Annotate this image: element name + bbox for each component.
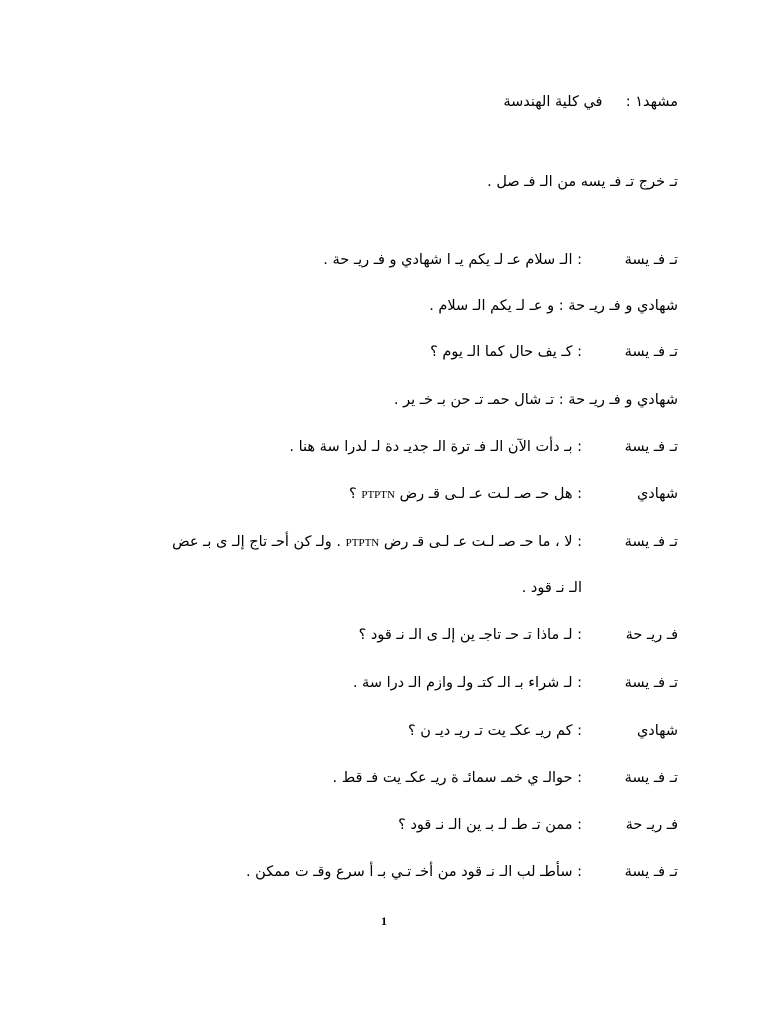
dialogue-line	[323, 250, 678, 270]
line-text: : كـ يف حال كما الـ يوم ؟	[430, 344, 582, 360]
line-text: : حوالـ ي خمـ سمائـ ة ريـ عكـ يت فـ قط .	[332, 770, 582, 786]
dialogue-line	[353, 673, 678, 693]
dialogue-line	[429, 296, 678, 316]
speaker-name: تـ فـ يسة	[624, 675, 678, 691]
scene-title: في كلية الهندسة	[503, 94, 603, 110]
line-text: : لـ شراء بـ الـ كتـ ولـ وازم الـ درا سة .	[352, 675, 582, 691]
speaker-name: تـ فـ يسة	[624, 864, 678, 880]
speaker-name: شهادي و فـ ريـ حة	[568, 392, 678, 408]
line-text: : لا ، ما حـ صـ لـت عـ لـى قـ رض	[383, 534, 582, 550]
line-text: : ممن تـ طـ لـ بـ ين الـ نـ قود ؟	[398, 817, 582, 833]
speaker-name: تـ فـ يسة	[624, 252, 678, 268]
line-text: : كم ريـ عكـ يت تـ ريـ ديـ ن ؟	[407, 723, 582, 739]
dialogue-line	[172, 532, 678, 553]
scene-heading	[503, 92, 678, 112]
speaker-name: تـ فـ يسة	[624, 439, 678, 455]
speaker-name: شهادي	[636, 486, 678, 502]
dialogue-line	[398, 815, 678, 835]
speaker-name: تـ فـ يسة	[624, 770, 678, 786]
speaker-name: شهادي	[636, 723, 678, 739]
dialogue-line	[359, 625, 678, 645]
dialogue-line	[246, 862, 678, 882]
line-text-end: . ولـ كن أحـ تاج إلـ ى بـ عض	[172, 534, 341, 550]
speaker-name: تـ فـ يسة	[624, 344, 678, 360]
dialogue-line	[394, 390, 678, 410]
line-text: : بـ دأت الآن الـ فـ ترة الـ جديـ دة لـ لدرا سة هنا .	[289, 439, 582, 455]
dialogue-line	[349, 484, 678, 505]
page-number: 1	[381, 914, 387, 928]
loan-acronym: PTPTN	[345, 537, 380, 549]
speaker-name: تـ فـ يسة	[624, 534, 678, 550]
dialogue-continuation: الـ نـ قود .	[521, 580, 582, 596]
line-text: : لـ ماذا تـ حـ تاجـ ين إلـ ى الـ نـ قود ؟	[358, 627, 582, 643]
dialogue-line	[430, 342, 678, 362]
line-text: : و عـ لـ يكم الـ سلام .	[429, 298, 564, 314]
speaker-name: فـ ريـ حة	[625, 817, 678, 833]
dialogue-line	[333, 768, 678, 788]
loan-acronym: PTPTN	[361, 489, 395, 501]
line-text: : تـ شال حمـ تـ حن بـ خـ ير .	[393, 392, 564, 408]
line-text: : سأطـ لب الـ نـ قود من أخـ تـي بـ أ سرع وقـ ت ممكن .	[245, 864, 582, 880]
line-text: : الـ سلام عـ لـ يكم يـ ا شهادي و فـ ريـ حة .	[323, 252, 582, 268]
speaker-name: شهادي و فـ ريـ حة	[568, 298, 678, 314]
line-text-end: ؟	[349, 486, 357, 502]
scene-label: مشهد١ :	[625, 94, 678, 110]
line-text: : هل حـ صـ لـت عـ لـى قـ رض	[399, 486, 582, 502]
stage-direction: تـ خرج تـ فـ يسه من الـ فـ صل .	[487, 174, 678, 190]
dialogue-line	[408, 721, 678, 741]
dialogue-line	[289, 437, 678, 457]
speaker-name: فـ ريـ حة	[625, 627, 678, 643]
